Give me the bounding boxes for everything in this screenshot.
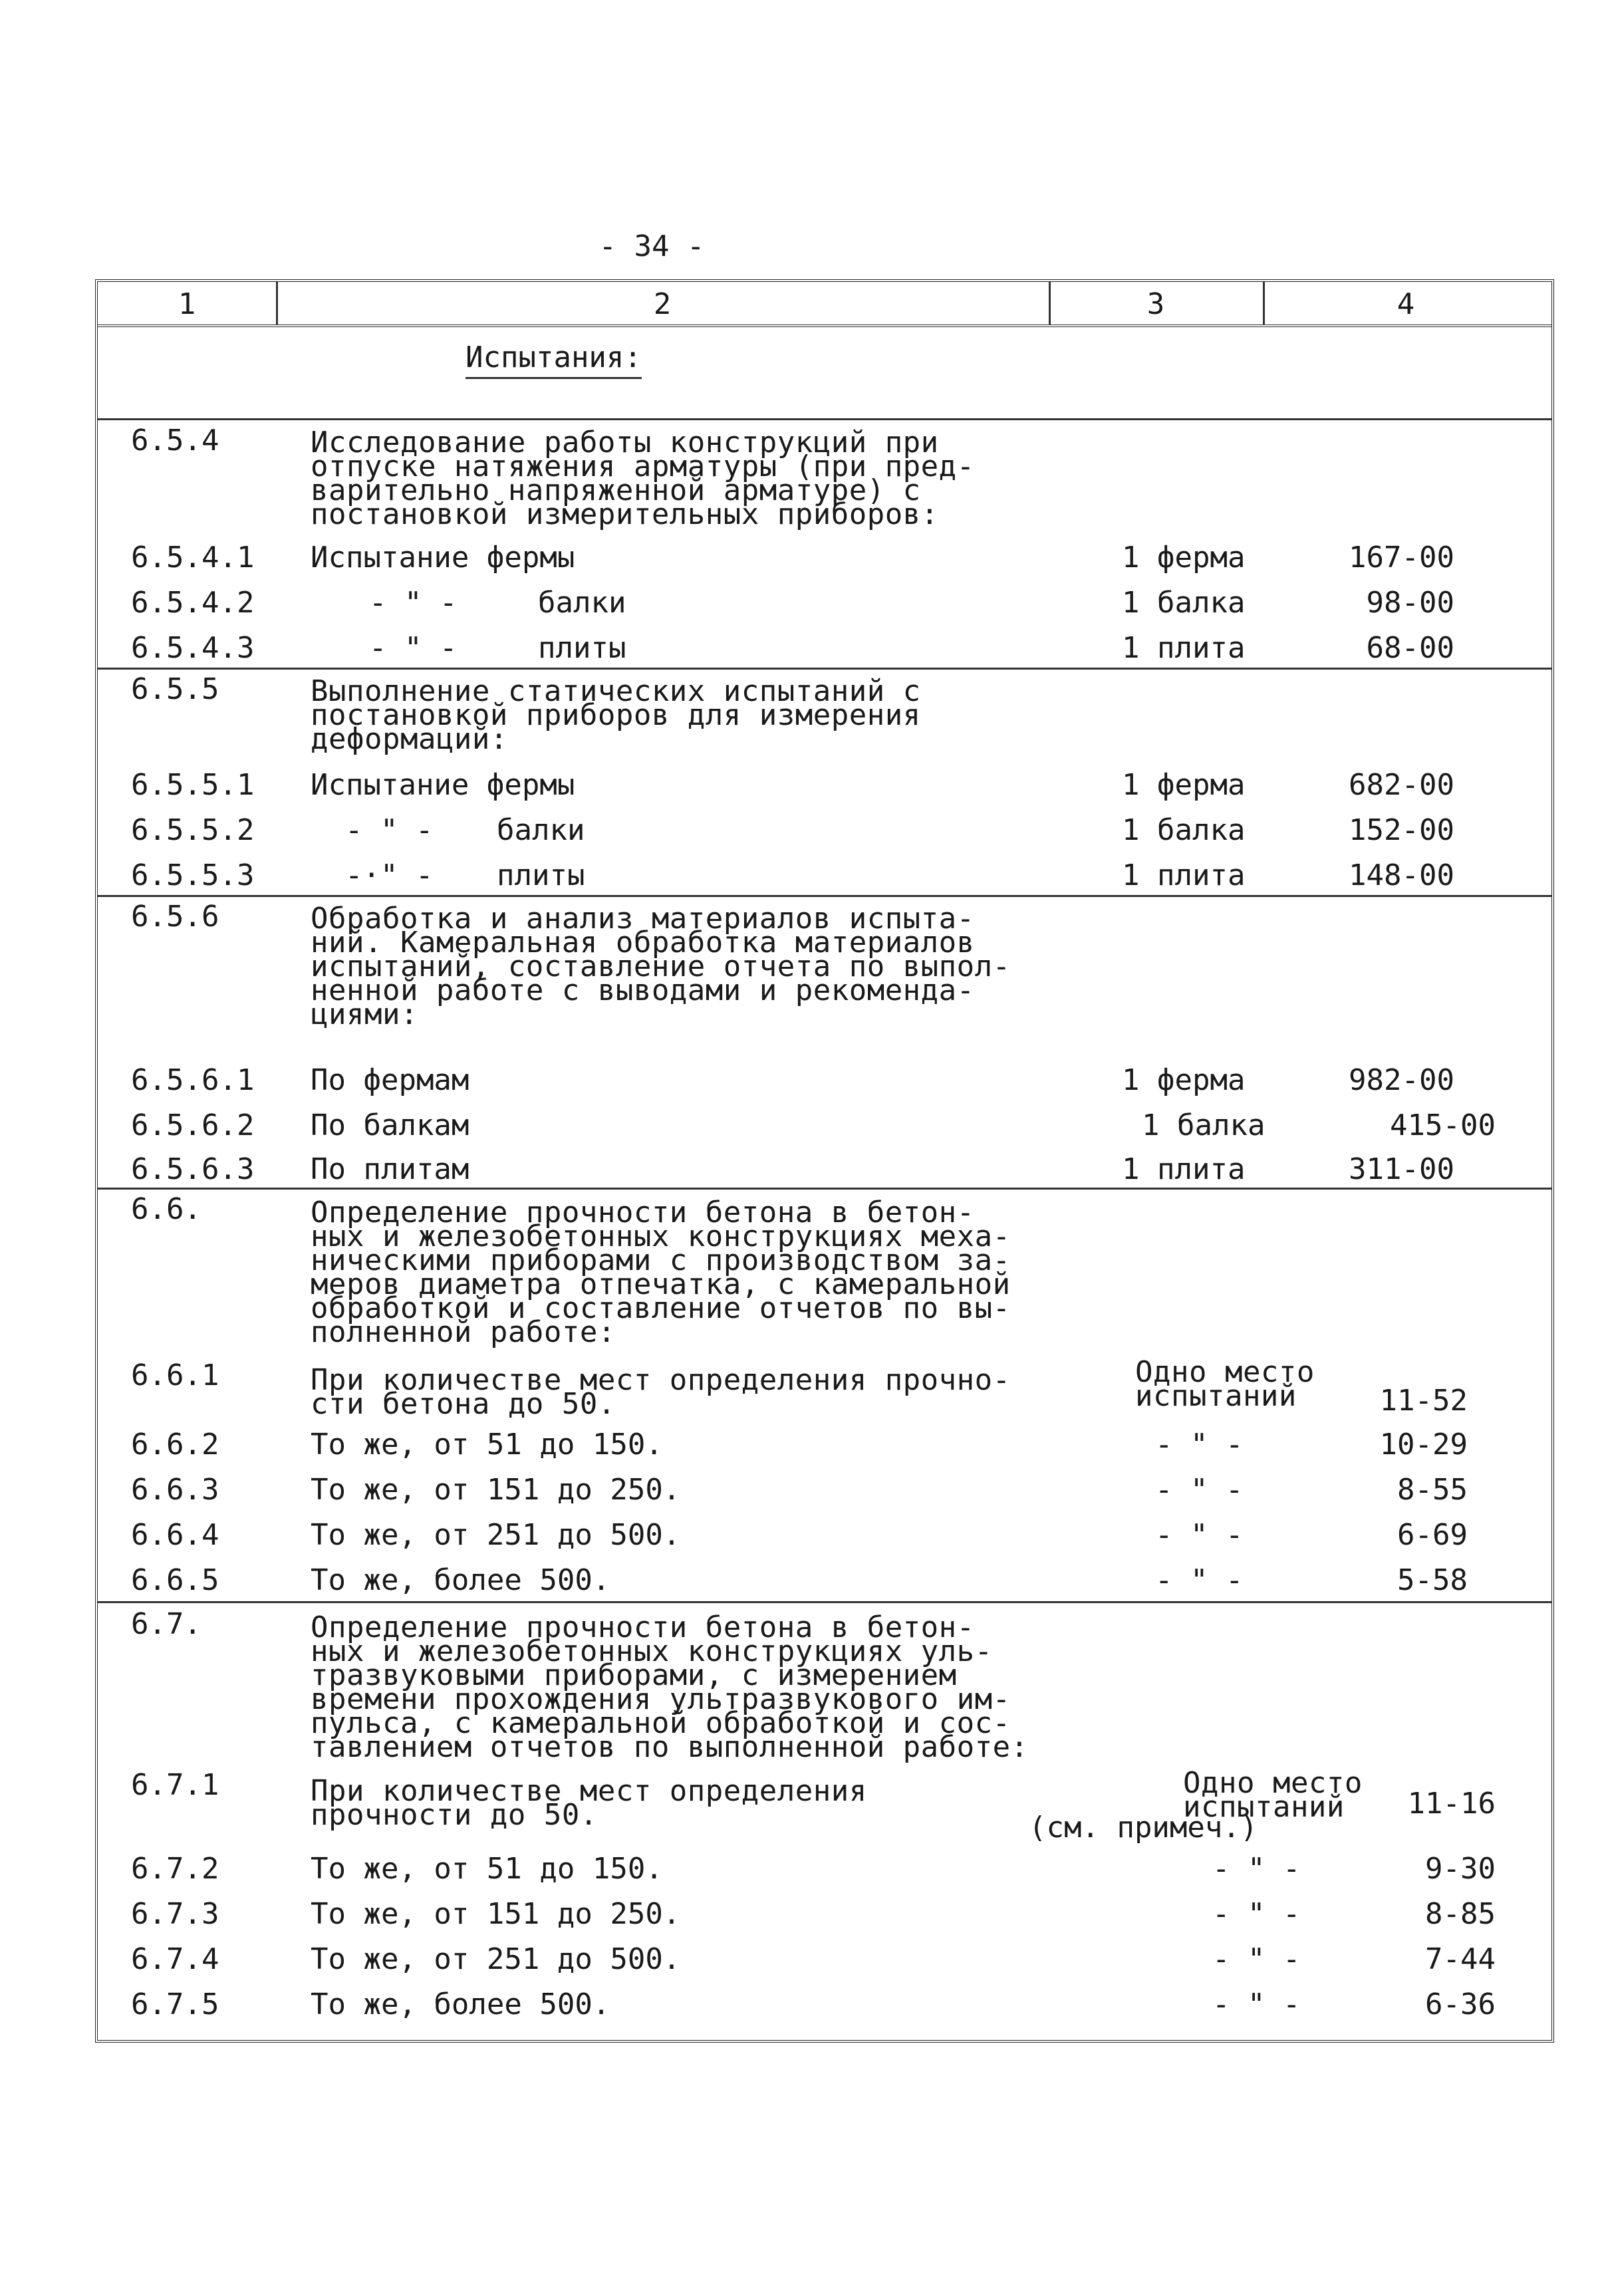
row-value: 982-00 xyxy=(1349,1063,1454,1097)
row-description: Обработка и анализ материалов испыта- ний. Камеральная обработка материалов испытаний, составление отчета по выпол- ненной работе с выводами и рекоменда- циями: xyxy=(311,902,1011,1031)
row-value: 9-30 xyxy=(1425,1852,1496,1886)
row-value: 311-00 xyxy=(1349,1152,1454,1186)
row-value: 10-29 xyxy=(1379,1428,1468,1462)
row-divider xyxy=(98,895,1551,897)
row-description: То же, от 51 до 150. xyxy=(311,1852,663,1886)
row-value: 682-00 xyxy=(1349,768,1454,802)
row-value: 152-00 xyxy=(1349,813,1454,847)
header-divider xyxy=(1263,282,1265,324)
row-unit: 1 плита xyxy=(1122,631,1246,665)
row-unit: Одно место испытаний xyxy=(1183,1766,1363,1824)
row-value: 6-69 xyxy=(1397,1518,1468,1552)
row-divider xyxy=(98,1188,1551,1190)
row-value: 8-85 xyxy=(1425,1897,1496,1931)
header-col-1: 1 xyxy=(178,287,196,321)
header-rule xyxy=(98,324,1551,327)
row-unit: 1 плита xyxy=(1122,1152,1246,1186)
row-description: То же, от 151 до 250. xyxy=(311,1473,681,1507)
row-unit: - " - xyxy=(1212,1852,1301,1886)
row-divider xyxy=(98,418,1551,420)
row-code: 6.6.4 xyxy=(131,1518,219,1552)
row-unit: - " - xyxy=(1212,1897,1301,1931)
row-value: 7-44 xyxy=(1425,1942,1496,1976)
row-description: Испытание фермы xyxy=(311,768,575,802)
row-value: 6-36 xyxy=(1425,1987,1496,2021)
row-code: 6.5.4.3 xyxy=(131,631,255,665)
row-code: 6.6.1 xyxy=(131,1358,219,1392)
row-unit: - " - xyxy=(1155,1563,1244,1597)
row-note: (см. примеч.) xyxy=(1029,1811,1258,1845)
header-divider xyxy=(1049,282,1051,324)
row-description: По плитам xyxy=(311,1152,469,1186)
row-value: 415-00 xyxy=(1390,1108,1496,1142)
row-value: 68-00 xyxy=(1366,631,1454,665)
row-value: 11-52 xyxy=(1379,1384,1468,1418)
row-description: То же, от 151 до 250. xyxy=(311,1897,681,1931)
row-code: 6.5.4.2 xyxy=(131,586,255,620)
ditto-mark: -·" - xyxy=(345,858,434,892)
row-divider xyxy=(98,1601,1551,1603)
row-value: 8-55 xyxy=(1397,1473,1468,1507)
row-description: Исследование работы конструкций при отпуске натяжения арматуры (при пред- варительно напряженной арматуре) с постановкой измерительных приборов: xyxy=(311,426,975,531)
row-code: 6.6.5 xyxy=(131,1563,219,1597)
row-value: 11-16 xyxy=(1407,1787,1496,1821)
row-unit: - " - xyxy=(1212,1942,1301,1976)
row-description: При количестве мест определения прочно- сти бетона до 50. xyxy=(311,1363,1011,1421)
header-divider xyxy=(276,282,278,324)
row-description: По балкам xyxy=(311,1108,469,1142)
header-col-3: 3 xyxy=(1146,287,1165,321)
row-code: 6.7.5 xyxy=(131,1987,219,2021)
row-unit: 1 ферма xyxy=(1122,768,1246,802)
row-code: 6.7. xyxy=(131,1607,201,1641)
row-unit: - " - xyxy=(1155,1473,1244,1507)
price-table xyxy=(95,279,1554,2043)
row-unit: - " - xyxy=(1212,1987,1301,2021)
row-code: 6.5.5.3 xyxy=(131,858,255,892)
row-code: 6.7.1 xyxy=(131,1768,219,1802)
row-code: 6.5.6 xyxy=(131,900,219,934)
row-code: 6.7.3 xyxy=(131,1897,219,1931)
row-unit: 1 балка xyxy=(1122,813,1246,847)
row-code: 6.6. xyxy=(131,1192,201,1226)
ditto-mark: - " - xyxy=(369,631,458,665)
row-description: То же, от 251 до 500. xyxy=(311,1942,681,1976)
row-divider xyxy=(98,668,1551,670)
row-unit: 1 балка xyxy=(1142,1108,1266,1142)
row-description: плиты xyxy=(497,858,585,892)
row-code: 6.5.5 xyxy=(131,672,219,706)
row-value: 98-00 xyxy=(1366,586,1454,620)
section-title: Испытания: xyxy=(466,340,642,379)
row-code: 6.5.4.1 xyxy=(131,541,255,574)
row-description: Определение прочности бетона в бетон- ных и железобетонных конструкциях уль- тразвуковыми приборами, с измерением времени прохождения ультразвукового им- пульса, с камеральной обработкой и сос- тавлением отчетов по выполненной работе: xyxy=(311,1610,1029,1764)
ditto-mark: - " - xyxy=(345,813,434,847)
row-description: плиты xyxy=(538,631,626,665)
row-description: То же, более 500. xyxy=(311,1987,610,2021)
row-description: То же, от 251 до 500. xyxy=(311,1518,681,1552)
row-unit: 1 ферма xyxy=(1122,541,1246,574)
page-number: - 34 - xyxy=(599,229,705,263)
row-description: Выполнение статических испытаний с постановкой приборов для измерения деформаций: xyxy=(311,674,921,756)
row-description: По фермам xyxy=(311,1063,469,1097)
row-code: 6.5.4 xyxy=(131,424,219,457)
row-code: 6.7.2 xyxy=(131,1852,219,1886)
row-value: 167-00 xyxy=(1349,541,1454,574)
row-code: 6.6.2 xyxy=(131,1428,219,1462)
row-value: 5-58 xyxy=(1397,1563,1468,1597)
row-code: 6.5.5.1 xyxy=(131,768,255,802)
row-code: 6.5.6.1 xyxy=(131,1063,255,1097)
row-unit: Одно место испытаний xyxy=(1135,1355,1315,1413)
row-description: Испытание фермы xyxy=(311,541,575,574)
row-description: балки xyxy=(497,813,585,847)
row-code: 6.7.4 xyxy=(131,1942,219,1976)
row-unit: - " - xyxy=(1155,1428,1244,1462)
row-description: То же, от 51 до 150. xyxy=(311,1428,663,1462)
row-unit: - " - xyxy=(1155,1518,1244,1552)
row-description: Определение прочности бетона в бетон- ных и железобетонных конструкциях меха- ническими приборами с производством за- меров диаметра отпечатка, с камеральной обработкой и составление отчетов по вы- полненной работе: xyxy=(311,1196,1011,1349)
ditto-mark: - " - xyxy=(369,586,458,620)
row-description: При количестве мест определения прочности до 50. xyxy=(311,1774,867,1832)
row-code: 6.5.6.3 xyxy=(131,1152,255,1186)
row-code: 6.5.5.2 xyxy=(131,813,255,847)
row-code: 6.6.3 xyxy=(131,1473,219,1507)
row-description: То же, более 500. xyxy=(311,1563,610,1597)
row-value: 148-00 xyxy=(1349,858,1454,892)
row-unit: 1 плита xyxy=(1122,858,1246,892)
row-code: 6.5.6.2 xyxy=(131,1108,255,1142)
row-unit: 1 балка xyxy=(1122,586,1246,620)
header-col-4: 4 xyxy=(1397,287,1415,321)
row-description: балки xyxy=(538,586,626,620)
row-unit: 1 ферма xyxy=(1122,1063,1246,1097)
header-col-2: 2 xyxy=(653,287,672,321)
